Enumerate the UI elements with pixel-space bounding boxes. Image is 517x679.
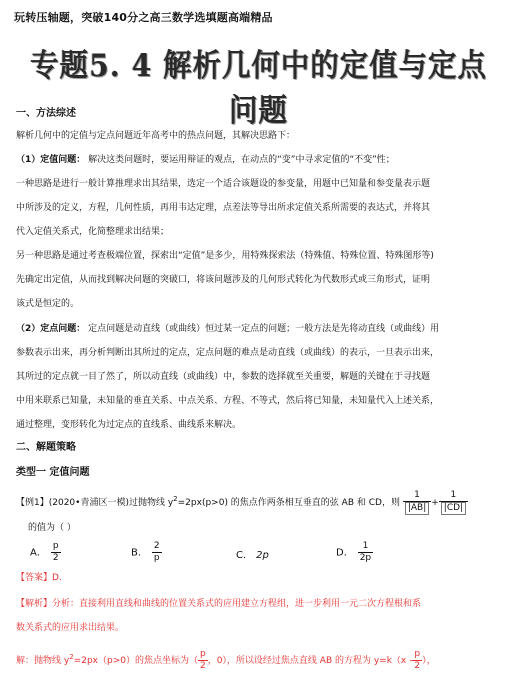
example-line2: 的值为（ ） — [28, 523, 76, 533]
option-d[interactable] — [336, 541, 373, 564]
example-label: 【例1】 — [16, 498, 49, 508]
option-a[interactable] — [30, 541, 61, 564]
item2-line3: 其所过的定点就一目了然了，所以动直线（或曲线）中，参数的选择就至关重要，解题的关键在于寻找题 — [16, 372, 431, 382]
option-d-num: 1 — [358, 541, 373, 553]
fraction-1-num: 1 — [403, 490, 431, 502]
solution-text-b: =2px（p>0）的焦点坐标为（ — [73, 656, 198, 666]
solution-frac2-num: p — [412, 649, 422, 661]
option-a-letter: A． — [30, 547, 47, 559]
solution-superscript: 2 — [69, 653, 74, 661]
example-superscript: 2 — [173, 495, 178, 503]
item1-label: （1）定值问题： — [16, 155, 86, 165]
item1-paragraph — [16, 148, 506, 172]
intro-paragraph: 解析几何中的定值与定点问题近年高考中的热点问题，其解决思路下： — [16, 131, 296, 141]
option-a-num: p — [51, 541, 61, 553]
section-heading-methods: 一、方法综述 — [16, 108, 76, 119]
item2-text: 定点问题是动直线（或曲线）恒过某一定点的问题；一般方法是先将动直线（或曲线）用 — [88, 324, 440, 334]
solution-text-c: ，0），所以设经过焦点直线 AB 的方程为 y=k（x - — [207, 656, 413, 666]
fraction-1-den: |AB| — [405, 502, 429, 515]
answer-line: 【答案】D． — [16, 573, 68, 583]
type-heading: 类型一 定值问题 — [16, 467, 90, 478]
option-c-letter: C． — [236, 550, 253, 561]
option-b-den: p — [153, 553, 160, 563]
solution-text-a: 抛物线 y — [34, 656, 70, 666]
document-header-line: 玩转压轴题，突破140分之高三数学选填题高端精品 — [14, 11, 273, 24]
item2-line4: 中用来联系已知量，未知量的垂直关系、中点关系、方程、不等式，然后将已知量，未知量代入上述关系， — [16, 396, 440, 406]
option-a-den: 2 — [52, 553, 59, 563]
plus-sign: + — [431, 498, 439, 508]
page-title: 专题5. 4 解析几何中的定值与定点问题 — [30, 48, 487, 129]
para1-line2: 中所涉及的定义，方程，几何性质，再用韦达定理，点差法等导出所求定值关系所需要的表达式，并将其 — [16, 203, 431, 213]
analysis-line1: 【解析】分析：直接利用直线和曲线的位置关系式的应用建立方程组，进一步利用一元二次方程根和系 — [16, 599, 422, 609]
fraction-1-over-ab — [403, 490, 431, 515]
option-b[interactable] — [131, 541, 162, 564]
solution-line — [16, 644, 506, 674]
solution-frac-num: p — [198, 649, 208, 661]
fraction-1-over-cd — [439, 490, 468, 515]
analysis-line2: 数关系式的应用求出结果。 — [16, 623, 125, 633]
section-heading-strategy: 二、解题策略 — [16, 442, 76, 453]
item2-line1 — [16, 317, 506, 341]
item2-line2: 参数表示出来，再分析判断出其所过的定点，定点问题的难点是动直线（或曲线）的表示，一旦表示出来， — [16, 348, 440, 358]
example-text-b: =2px(p>0) 的焦点作两条相互垂直的弦 AB 和 CD，则 — [177, 498, 400, 508]
solution-label: 解： — [16, 656, 35, 666]
option-c[interactable] — [236, 546, 269, 561]
item1-text: 解决这类问题时，要运用辩证的观点，在动点的“变”中寻求定值的“不变”性； — [88, 155, 395, 165]
option-d-den: 2p — [359, 553, 372, 563]
fraction-2-den: |CD| — [441, 502, 466, 515]
option-d-letter: D． — [336, 547, 354, 559]
para2-line1: 另一种思路是通过考查极端位置，探索出“定值”是多少，用特殊探索法（特殊值、特殊位置、特殊图形等) — [16, 251, 434, 261]
example-text-a: 过抛物线 y — [128, 498, 174, 508]
option-b-letter: B． — [131, 547, 148, 559]
para1-line3: 代入定值关系式，化简整理求出结果； — [16, 227, 170, 237]
item2-label: （2）定点问题： — [16, 324, 86, 334]
fraction-2-num: 1 — [439, 490, 468, 502]
example-source: (2020•青浦区一模) — [48, 498, 129, 508]
para2-line3: 该式是恒定的。 — [16, 299, 80, 309]
para1-line1: 一种思路是进行一般计算推理求出其结果，选定一个适合该题设的参变量，用题中已知量和参变量表示题 — [16, 179, 431, 189]
solution-frac2-den: 2 — [414, 661, 421, 671]
solution-frac-den: 2 — [199, 661, 206, 671]
option-b-num: 2 — [153, 541, 160, 551]
example-problem — [16, 486, 506, 516]
solution-text-d: ）， — [422, 656, 436, 666]
option-c-value: 2p — [256, 550, 269, 561]
para2-line2: 先确定出定值，从而找到解决问题的突破口，将该问题涉及的几何形式转化为代数形式或三角形式，证明 — [16, 275, 431, 285]
item2-line5: 通过整理，变形转化为过定点的直线系、曲线系来解决。 — [16, 420, 242, 430]
